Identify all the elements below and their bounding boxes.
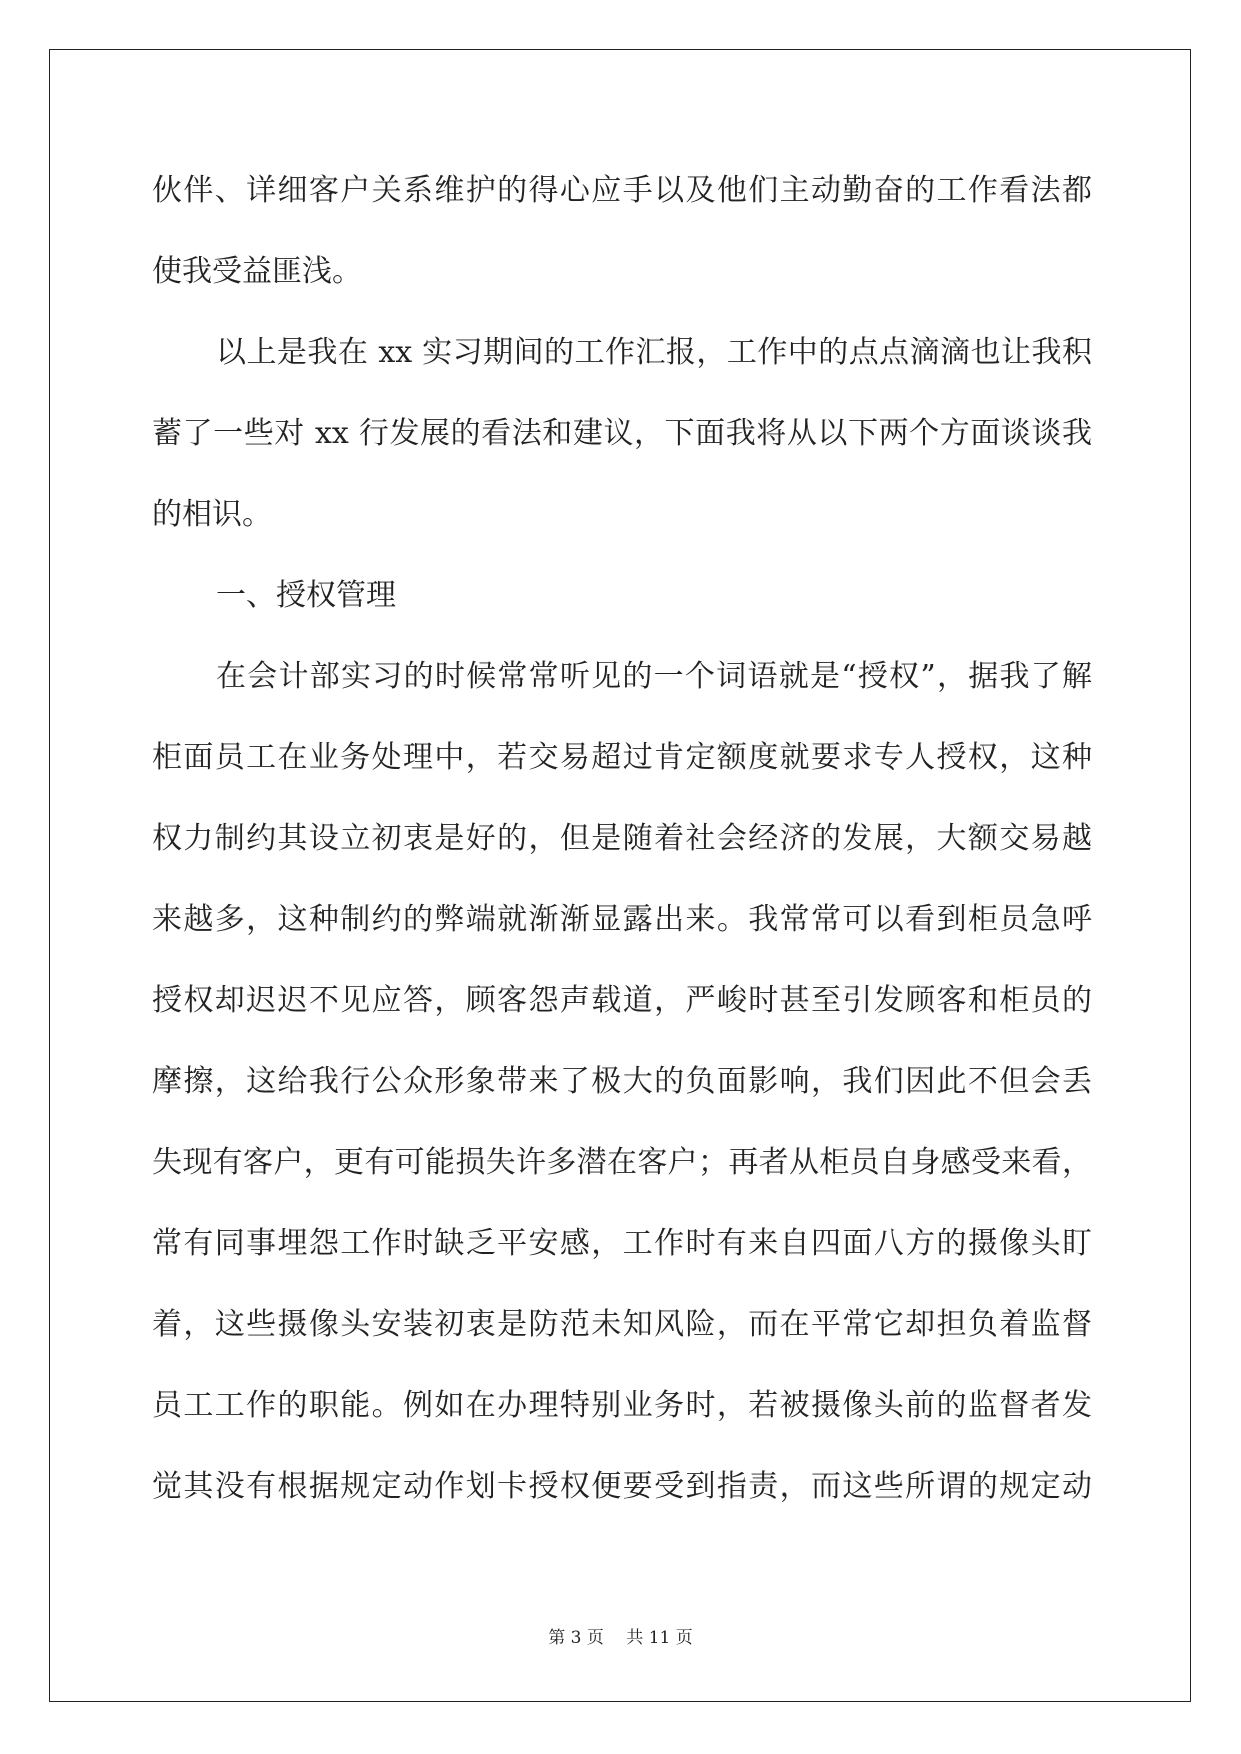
text-line: 着，这些摄像头安装初衷是防范未知风险，而在平常它却担负着监督 [152, 1307, 1092, 1342]
text-line: 摩擦，这给我行公众形象带来了极大的负面影响，我们因此不但会丢 [152, 1064, 1092, 1099]
text-line: 员工工作的职能。例如在办理特别业务时，若被摄像头前的监督者发 [152, 1388, 1092, 1423]
text-line: 柜面员工在业务处理中，若交易超过肯定额度就要求专人授权，这种 [152, 740, 1092, 775]
text-line: 伙伴、详细客户关系维护的得心应手以及他们主动勤奋的工作看法都 [152, 173, 1092, 208]
text-line: 授权却迟迟不见应答，顾客怨声载道，严峻时甚至引发顾客和柜员的 [152, 983, 1092, 1018]
text-line: 来越多，这种制约的弊端就渐渐显露出来。我常常可以看到柜员急呼 [152, 902, 1092, 937]
text-line: 在会计部实习的时候常常听见的一个词语就是“授权”，据我了解 [216, 659, 1092, 694]
text-line: 觉其没有根据规定动作划卡授权便要受到指责，而这些所谓的规定动 [152, 1469, 1092, 1504]
section-heading: 一、授权管理 [216, 578, 396, 613]
document-body [152, 161, 1092, 1538]
text-line: 失现有客户，更有可能损失许多潜在客户；再者从柜员自身感受来看， [152, 1145, 1092, 1180]
page-number-footer: 第 3 页 共 11 页 [548, 1628, 693, 1648]
text-line: 的相识。 [152, 497, 272, 532]
text-line: 蓄了一些对 xx 行发展的看法和建议，下面我将从以下两个方面谈谈我 [152, 416, 1092, 451]
text-line: 权力制约其设立初衷是好的，但是随着社会经济的发展，大额交易越 [152, 821, 1092, 856]
text-line: 常有同事埋怨工作时缺乏平安感，工作时有来自四面八方的摄像头盯 [152, 1226, 1092, 1261]
text-line: 以上是我在 xx 实习期间的工作汇报，工作中的点点滴滴也让我积 [216, 335, 1092, 370]
text-line: 使我受益匪浅。 [152, 254, 362, 289]
